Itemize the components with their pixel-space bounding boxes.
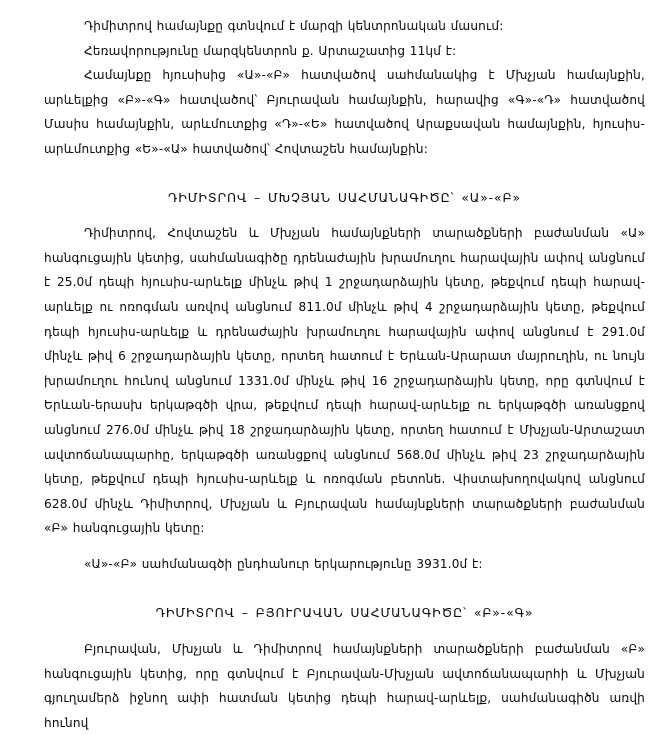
spacer-before-total-length <box>44 541 645 552</box>
section-two-heading: ԴԻՄԻՏՐՈՎ – ԲՅՈՒՐԱՎԱՆ ՍԱՀՄԱՆԱԳԻԾԸ՝ «Բ»-«Գ» <box>155 605 534 621</box>
spacer-before-heading-one <box>44 162 645 186</box>
intro-paragraph-1: Դիմիտրով համայնքը գտնվում է մարզի կենտրոնական մասում: <box>84 19 504 33</box>
section-two-body: Բյուրավան, Մխչյան և Դիմիտրով համայնքների տարածքների բաժանման «Բ» հանգուցային կետից, որը գտնվում է Բյուրավան-Մխչյան ավտոճանապարհի և Մխչյան գյուղամերձ իջնող ափի հատման կետից դեպի հարավ-արևելք, սահմանագիծն առվի հունով <box>44 642 645 730</box>
spacer-before-heading-two <box>44 576 645 601</box>
document-body <box>44 14 645 735</box>
section-one-total-length: «Ա»-«Բ» սահմանագծի ընդհանուր երկարությունը 3931.0մ է: <box>84 556 483 571</box>
section-one-heading: ԴԻՄԻՏՐՈՎ – ՄԽՉՅԱՆ ՍԱՀՄԱՆԱԳԻԾԸ՝ «Ա»-«Բ» <box>168 189 521 205</box>
spacer-after-heading-one <box>44 210 645 221</box>
section-one-body: Դիմիտրով, Հովտաշեն և Մխչյան համայնքների տարածքների բաժանման «Ա» հանգուցային կետից, սահմանագիծը դրենաժային խրամուղու հարավային ափով անցնում է 25.0մ դեպի հյուսիս-արևելք մինչև թիվ 1 շրջադարձային կետը, թեքվում դեպի հարավ-արևելք ու ոռոգման առվով անցնում 811.0մ մինչև թիվ 4 շրջադարձային կետը, թեքվում դեպի հյուսիս-արևելք և դրենաժային խրամուղու հարավային ափով անցնում է 291.0մ մինչև թիվ 6 շրջադարձային կետը, որտեղ հատում է Երևան-Արարատ մայրուղին, ու նույն խրամուղու հունով անցնում 1331.0մ մինչև թիվ 16 շրջադարձային կետը, որը գտնվում է Երևան-երասխ երկաթգծի վրա, թեքվում դեպի հարավ-արևելք ու երկաթգծի առանցքով անցնում 276.0մ մինչև թիվ 18 շրջադարձային կետը, որտեղ հատում է Մխչյան-Արտաշատ ավտոճանապարհը, երկաթգծի առանցքով անցնում 568.0մ մինչև թիվ 23 շրջադարձային կետը, թեքվում դեպի հյուսիս-արևելք և ոռոգման բետոնե. Վիստախողովակով անցնում 628.0մ մինչև Դիմիտրով, Մխչյան և Բյուրավան համայնքների տարածքների բաժանման «Բ» հանգուցային կետը: <box>44 226 645 536</box>
spacer-after-heading-two <box>44 626 645 637</box>
intro-paragraph-2: Հեռավորությունը մարզկենտրոն ք. Արտաշատից 11կմ է: <box>84 43 457 58</box>
intro-paragraph-3: Համայնքը հյուսիսից «Ա»-«Բ» հատվածով սահմանակից է Մխչյան համայնքին, արևելքից «Բ»-«Գ» հատվածով՝ Բյուրավան համայնքին, հարավից «Գ»-«Դ» հատվածով Մասիս համայնքին, արևմուտքից «Դ»-«Ե» հատվածով Արաքսավան համայնքին, հյուսիս-արևմուտքից «Ե»-«Ա» հատվածով՝ Հովտաշեն համայնքին: <box>44 68 645 156</box>
